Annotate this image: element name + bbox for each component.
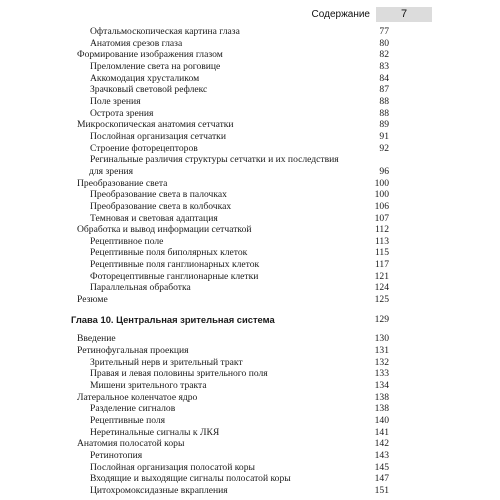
toc-entry-title: Резюме [77, 294, 108, 306]
toc-entry [0, 427, 500, 439]
toc-entry-title: Ретинофугальная проекция [77, 345, 189, 357]
toc-entry [0, 49, 500, 61]
toc-entry-title: Регинальные различия структуры сетчатки и их последствия [90, 154, 339, 166]
toc-entry [0, 119, 500, 131]
toc-entry-title: Глава 10. Центральная зрительная система [71, 313, 275, 325]
toc-entry-page: 100 [374, 177, 389, 189]
toc-entry [0, 485, 500, 497]
toc-entry-page: 84 [379, 72, 389, 84]
toc-entry-page: 140 [374, 415, 389, 426]
toc-entry [0, 282, 500, 294]
toc-entry [0, 131, 500, 143]
toc-entry-page: 117 [374, 259, 389, 271]
toc-entry [0, 38, 500, 50]
toc-entry-page: 113 [374, 235, 389, 247]
toc-entry [0, 271, 500, 283]
running-header [300, 7, 432, 22]
toc-entry-page: 125 [374, 294, 389, 306]
toc-entry [0, 415, 500, 427]
toc-entry-page: 133 [374, 368, 389, 380]
toc-entry [0, 450, 500, 462]
toc-entry-title: Неретинальные сигналы к ЛКЯ [90, 426, 220, 438]
toc-entry [0, 213, 500, 225]
toc-entry-title: Преломление света на роговице [90, 60, 221, 72]
toc-entry-title: Мишени зрительного тракта [90, 380, 207, 392]
toc-entry [0, 333, 500, 345]
toc-entry-page: 88 [379, 107, 389, 119]
toc-entry [0, 392, 500, 404]
toc-entry [0, 438, 500, 450]
toc-entry-title: Рецептивные поля биполярных клеток [90, 247, 248, 259]
toc-entry [0, 26, 500, 38]
toc-entry [0, 462, 500, 474]
toc-entry-page: 91 [379, 130, 389, 142]
toc-entry-page: 130 [374, 333, 389, 345]
toc-chapter [0, 314, 500, 326]
toc-entry-page: 138 [374, 391, 389, 403]
toc-entry-page: 131 [374, 345, 389, 357]
toc-entry [0, 294, 500, 306]
toc-entry-page: 121 [374, 270, 389, 282]
toc-entry-page: 141 [374, 426, 389, 438]
toc-entry-title: Рецептивные поля ганглионарных клеток [90, 259, 260, 271]
toc-entry-page: 106 [374, 200, 389, 212]
toc-entry-page: 115 [374, 247, 389, 259]
toc-entry-page: 87 [379, 84, 389, 96]
toc-entry [0, 236, 500, 248]
toc-entry [0, 368, 500, 380]
toc-entry-title: Поле зрения [90, 95, 141, 107]
toc-entry-title: Зрительный нерв и зрительный тракт [90, 356, 243, 368]
toc-entry [0, 201, 500, 213]
toc-entry-page: 132 [374, 356, 389, 368]
toc-entry [0, 473, 500, 485]
toc-entry-title: Микроскопическая анатомия сетчатки [77, 119, 234, 131]
toc-entry-title: Острота зрения [90, 107, 154, 119]
toc-entry [0, 178, 500, 190]
toc-entry [0, 357, 500, 369]
running-header-title: Содержание [311, 9, 370, 20]
toc-entry-title: Ретинотопия [90, 449, 143, 461]
toc-entry [0, 108, 500, 120]
toc-entry-page: 129 [374, 313, 389, 325]
toc-entry-page: 145 [374, 461, 389, 473]
toc-entry-title: Рецептивные поля [90, 415, 166, 426]
toc-entry [0, 73, 500, 85]
toc-entry-page: 77 [379, 26, 389, 37]
toc-entry-page: 124 [374, 282, 389, 294]
toc-entry-title: Послойная организация полосатой коры [90, 461, 255, 473]
toc-entry-title: Разделение сигналов [90, 403, 176, 415]
toc-entry-title: Формирование изображения глазом [77, 49, 223, 61]
toc-entry-title: Обработка и вывод информации сетчаткой [77, 224, 252, 236]
toc-entry-page: 147 [374, 473, 389, 485]
toc-entry [0, 189, 500, 201]
toc-entry-title: Офтальмоскопическая картина глаза [90, 26, 240, 37]
toc-entry-page: 100 [374, 189, 389, 201]
toc-entry-page: 80 [379, 37, 389, 49]
toc-entry-title: для зрения [89, 165, 134, 177]
toc-entry-title: Рецептивное поле [90, 235, 164, 247]
toc-entry-title: Анатомия срезов глаза [90, 37, 183, 49]
toc-entry-title: Фоторецептивные ганглионарные клетки [90, 270, 259, 282]
toc-entry-title: Входящие и выходящие сигналы полосатой коры [90, 473, 291, 485]
toc-entry-title: Преобразование света [77, 177, 168, 189]
toc-entry [0, 224, 500, 236]
toc-entry [0, 96, 500, 108]
toc-entry-title: Введение [77, 333, 116, 345]
toc-entry [0, 345, 500, 357]
toc-entry-title: Правая и левая половины зрительного поля [90, 368, 268, 380]
toc-entry-page: 92 [379, 142, 389, 154]
toc-entry-page: 83 [379, 60, 389, 72]
toc-entry-page: 151 [374, 484, 389, 496]
page-number: 7 [376, 7, 432, 22]
toc-entry-page: 96 [379, 165, 389, 177]
toc-entry [0, 247, 500, 259]
toc-entry-page: 142 [374, 438, 389, 450]
toc-entry-title: Параллельная обработка [90, 282, 191, 294]
toc-entry [0, 154, 500, 166]
toc-entry [0, 166, 500, 178]
toc-entry-title: Темновая и световая адаптация [90, 212, 218, 224]
toc-entry [0, 84, 500, 96]
toc-entry [0, 403, 500, 415]
toc-entry-page: 82 [379, 49, 389, 61]
toc-entry-page: 138 [374, 403, 389, 415]
toc-entry-page: 112 [374, 224, 389, 236]
toc-entry-page: 134 [374, 380, 389, 392]
toc-entry-title: Преобразование света в палочках [90, 189, 227, 201]
toc-entry-page: 107 [374, 212, 389, 224]
table-of-contents [0, 26, 500, 497]
toc-entry [0, 380, 500, 392]
toc-entry-title: Послойная организация сетчатки [90, 130, 226, 142]
toc-entry [0, 143, 500, 155]
toc-entry-page: 88 [379, 95, 389, 107]
toc-entry-title: Аккомодация хрусталиком [90, 72, 200, 84]
toc-entry-page: 89 [379, 119, 389, 131]
toc-entry-title: Строение фоторецепторов [90, 142, 198, 154]
toc-entry-title: Латеральное коленчатое ядро [77, 391, 198, 403]
toc-entry-title: Преобразование света в колбочках [90, 200, 232, 212]
toc-entry-page: 143 [374, 449, 389, 461]
toc-entry [0, 259, 500, 271]
toc-entry-title: Зрачковый световой рефлекс [90, 84, 208, 96]
toc-entry-title: Анатомия полосатой коры [77, 438, 185, 450]
toc-entry-title: Цитохромоксидазные вкрапления [90, 484, 228, 496]
toc-entry [0, 61, 500, 73]
